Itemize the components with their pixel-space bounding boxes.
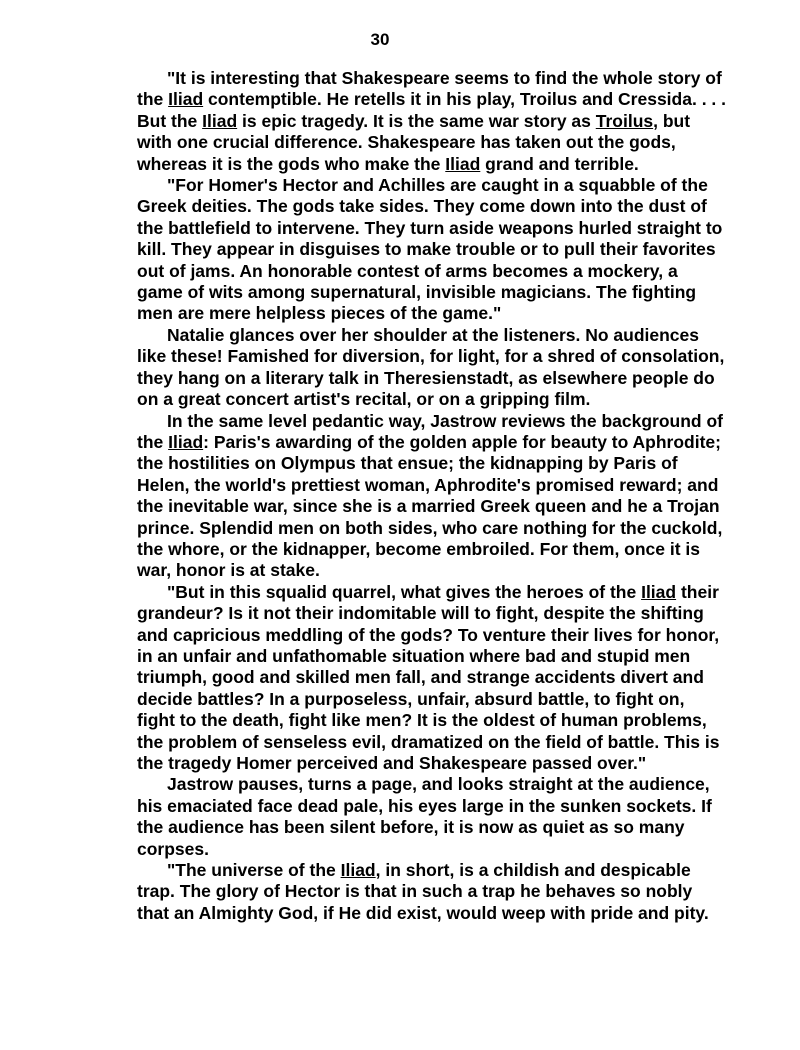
text-run: Natalie glances over her shoulder at the listeners. No audiences like these! Famished for diversion, for light, for a shred of consolation, they hang on a literary talk in Theresienstadt, as elsewhere people do on a great concert artist's recital, or on a gripping film. (137, 324, 725, 410)
text-run: "It is interesting that Shakespeare seems to find the whole story of the (137, 68, 722, 110)
text-run: , in short, is a childish and despicable trap. The glory of Hector is that in such a trap he behaves so nobly that an Almighty God, if He did exist, would weep with pride and pity. (137, 860, 709, 923)
text-run: "The universe of the (167, 860, 341, 881)
paragraph (137, 325, 727, 411)
body-text (137, 68, 727, 924)
text-run: contemptible. He retells it in his play, Troilus and Cressida. . . . But the (137, 89, 727, 131)
underlined-title: Iliad (202, 110, 238, 131)
underlined-title: Iliad (340, 860, 376, 881)
text-run: "For Homer's Hector and Achilles are caught in a squabble of the Greek deities. The gods take sides. They come down into the dust of the battlefield to intervene. They turn aside weapons hurled straight to kill. They appear in disguises to make trouble or to pull their favorites out of jams. An honorable contest of arms becomes a mockery, a game of wits among supernatural, invisible magicians. The fighting men are mere helpless pieces of the game." (137, 175, 723, 324)
text-run: "But in this squalid quarrel, what gives the heroes of the (167, 581, 642, 602)
text-run: : Paris's awarding of the golden apple for beauty to Aphrodite; the hostilities on Olympus that ensue; the kidnapping by Paris of Helen, the world's prettiest woman, Aphrodite's promised reward; and the inevitable war, since she is a married Greek queen and he a Trojan prince. Splendid men on both sides, who care nothing for the cuckold, the whore, or the kidnapper, become embroiled. For them, once it is war, honor is at stake. (137, 431, 723, 581)
underlined-title: Iliad (168, 89, 204, 110)
paragraph (137, 860, 727, 924)
paragraph (137, 774, 727, 860)
text-run: Jastrow pauses, turns a page, and looks straight at the audience, his emaciated face dead pale, his eyes large in the sunken sockets. If the audience has been silent before, it is now as quiet as so many corpses. (137, 774, 712, 859)
paragraph (137, 582, 727, 775)
text-run: In the same level pedantic way, Jastrow reviews the background of the (137, 410, 723, 452)
text-run: , but with one crucial difference. Shakespeare has taken out the gods, whereas it is the gods who make the (137, 110, 691, 174)
underlined-title: Troilus (595, 110, 654, 131)
paragraph (137, 68, 727, 175)
paragraph (137, 175, 727, 325)
text-run: grand and terrible. (480, 153, 639, 174)
page-number: 30 (370, 30, 390, 49)
underlined-title: Iliad (168, 431, 204, 452)
underlined-title: Iliad (445, 153, 481, 174)
paragraph (137, 411, 727, 582)
text-run: their grandeur? Is it not their indomitable will to fight, despite the shifting and capricious meddling of the gods? To venture their lives for honor, in an unfair and unfathomable situation where bad and stupid men triumph, good and skilled men fall, and strange accidents divert and decide battles? In a purposeless, unfair, absurd battle, to fight on, fight to the death, fight like men? It is the oldest of human problems, the problem of senseless evil, dramatized on the field of battle. This is the tragedy Homer perceived and Shakespeare passed over." (137, 581, 720, 773)
underlined-title: Iliad (641, 581, 677, 602)
text-run: is epic tragedy. It is the same war story as (237, 110, 596, 131)
